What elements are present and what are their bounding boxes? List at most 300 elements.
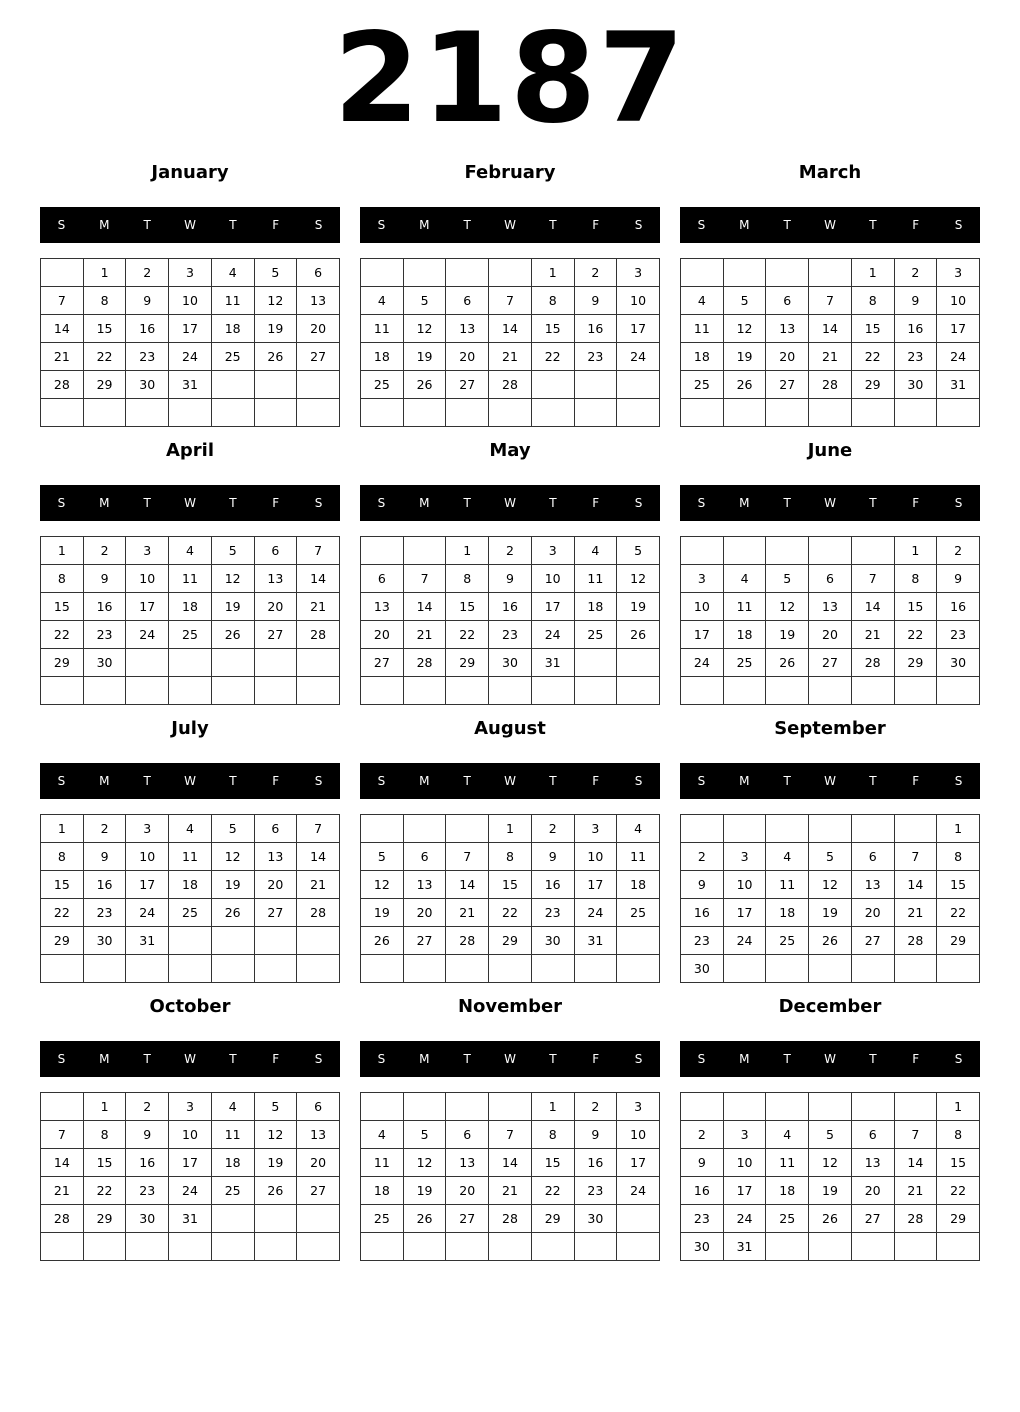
week-row — [41, 371, 340, 399]
day-grid — [40, 258, 340, 427]
day-cell: 27 — [446, 1205, 489, 1233]
day-cell: 30 — [574, 1205, 617, 1233]
empty-cell — [297, 1205, 340, 1233]
weekday-label: S — [57, 218, 66, 232]
month-name: April — [165, 440, 215, 461]
empty-cell — [809, 259, 852, 287]
day-cell: 9 — [126, 287, 169, 315]
weekday-label: W — [824, 774, 836, 788]
empty-cell — [169, 677, 212, 705]
empty-cell — [894, 399, 937, 427]
day-cell: 30 — [126, 1205, 169, 1233]
week-row — [361, 621, 660, 649]
day-cell: 1 — [489, 815, 532, 843]
empty-cell — [254, 927, 297, 955]
day-cell: 22 — [531, 1177, 574, 1205]
day-cell: 14 — [489, 315, 532, 343]
day-cell: 25 — [723, 649, 766, 677]
day-cell: 13 — [297, 1121, 340, 1149]
day-cell: 11 — [766, 871, 809, 899]
day-cell: 13 — [766, 315, 809, 343]
empty-cell — [126, 677, 169, 705]
day-cell: 16 — [83, 593, 126, 621]
day-cell: 5 — [403, 1121, 446, 1149]
day-cell: 1 — [41, 815, 84, 843]
empty-cell — [809, 955, 852, 983]
empty-cell — [617, 371, 660, 399]
weekday-label: T — [229, 218, 237, 232]
day-cell: 12 — [361, 871, 404, 899]
weekday-label: T — [869, 496, 877, 510]
day-cell: 22 — [446, 621, 489, 649]
day-cell: 10 — [531, 565, 574, 593]
day-cell: 27 — [297, 1177, 340, 1205]
weekday-label: W — [184, 218, 196, 232]
day-cell: 4 — [617, 815, 660, 843]
day-cell: 28 — [894, 927, 937, 955]
day-cell: 15 — [83, 1149, 126, 1177]
weekday-header — [680, 485, 980, 521]
day-cell: 5 — [617, 537, 660, 565]
day-cell: 4 — [766, 843, 809, 871]
day-cell: 2 — [126, 259, 169, 287]
empty-cell — [83, 399, 126, 427]
day-cell: 11 — [766, 1149, 809, 1177]
day-cell: 3 — [617, 259, 660, 287]
empty-cell — [446, 1093, 489, 1121]
day-cell: 26 — [211, 899, 254, 927]
year-title: 2187 — [333, 7, 687, 151]
day-cell: 7 — [489, 287, 532, 315]
day-cell: 21 — [489, 1177, 532, 1205]
day-cell: 28 — [297, 621, 340, 649]
weekday-label: M — [739, 774, 750, 788]
day-cell: 30 — [531, 927, 574, 955]
weekday-header — [40, 763, 340, 799]
day-cell: 16 — [489, 593, 532, 621]
day-cell: 17 — [723, 1177, 766, 1205]
week-row — [41, 621, 340, 649]
empty-cell — [169, 399, 212, 427]
day-cell: 14 — [809, 315, 852, 343]
empty-cell — [446, 399, 489, 427]
day-cell: 21 — [41, 343, 84, 371]
empty-cell — [617, 927, 660, 955]
day-cell: 14 — [894, 871, 937, 899]
day-cell: 5 — [766, 565, 809, 593]
weekday-label: W — [504, 1052, 516, 1066]
empty-cell — [297, 955, 340, 983]
empty-cell — [531, 399, 574, 427]
empty-cell — [937, 1233, 980, 1261]
day-grid — [40, 814, 340, 983]
day-cell: 19 — [403, 343, 446, 371]
day-cell: 30 — [83, 649, 126, 677]
day-cell: 19 — [766, 621, 809, 649]
day-cell: 10 — [617, 1121, 660, 1149]
weekday-label: W — [824, 218, 836, 232]
day-cell: 6 — [297, 1093, 340, 1121]
day-cell: 18 — [617, 871, 660, 899]
day-cell: 11 — [723, 593, 766, 621]
day-cell: 21 — [297, 593, 340, 621]
day-cell: 7 — [41, 287, 84, 315]
week-row — [361, 815, 660, 843]
day-cell: 15 — [531, 1149, 574, 1177]
empty-cell — [766, 1233, 809, 1261]
empty-cell — [403, 955, 446, 983]
empty-cell — [681, 1093, 724, 1121]
month-name: December — [778, 996, 882, 1017]
empty-cell — [937, 955, 980, 983]
day-cell: 16 — [894, 315, 937, 343]
day-cell: 21 — [851, 621, 894, 649]
weekday-label: T — [869, 218, 877, 232]
weekday-label: W — [504, 496, 516, 510]
day-cell: 26 — [403, 371, 446, 399]
empty-cell — [446, 677, 489, 705]
empty-cell — [766, 399, 809, 427]
empty-cell — [169, 955, 212, 983]
day-cell: 15 — [83, 315, 126, 343]
empty-cell — [297, 649, 340, 677]
week-row — [681, 371, 980, 399]
day-cell: 9 — [574, 287, 617, 315]
empty-cell — [254, 1233, 297, 1261]
day-cell: 25 — [361, 1205, 404, 1233]
day-cell: 29 — [851, 371, 894, 399]
weekday-label: S — [634, 774, 643, 788]
day-grid — [360, 1092, 660, 1261]
day-cell: 7 — [489, 1121, 532, 1149]
day-cell: 26 — [723, 371, 766, 399]
empty-cell — [809, 815, 852, 843]
day-cell: 21 — [41, 1177, 84, 1205]
day-cell: 3 — [617, 1093, 660, 1121]
day-cell: 23 — [937, 621, 980, 649]
day-cell: 14 — [446, 871, 489, 899]
empty-cell — [531, 955, 574, 983]
day-cell: 22 — [41, 621, 84, 649]
day-cell: 12 — [809, 871, 852, 899]
day-cell: 22 — [531, 343, 574, 371]
day-cell: 31 — [531, 649, 574, 677]
day-cell: 7 — [297, 537, 340, 565]
day-cell: 4 — [211, 1093, 254, 1121]
day-cell: 14 — [41, 315, 84, 343]
day-cell: 22 — [894, 621, 937, 649]
weekday-label: S — [314, 1052, 323, 1066]
day-cell: 7 — [446, 843, 489, 871]
week-row — [361, 1233, 660, 1261]
week-row — [41, 343, 340, 371]
day-cell: 8 — [83, 287, 126, 315]
weekday-label: M — [99, 496, 110, 510]
day-cell: 7 — [297, 815, 340, 843]
day-cell: 14 — [894, 1149, 937, 1177]
empty-cell — [41, 955, 84, 983]
day-cell: 4 — [169, 815, 212, 843]
day-cell: 6 — [361, 565, 404, 593]
week-row — [41, 399, 340, 427]
weekday-label: S — [377, 218, 386, 232]
empty-cell — [617, 955, 660, 983]
day-cell: 23 — [126, 343, 169, 371]
day-cell: 27 — [297, 343, 340, 371]
week-row — [361, 287, 660, 315]
day-cell: 24 — [531, 621, 574, 649]
week-row — [41, 1177, 340, 1205]
day-cell: 24 — [126, 621, 169, 649]
week-row — [681, 1121, 980, 1149]
day-cell: 22 — [937, 1177, 980, 1205]
day-cell: 24 — [126, 899, 169, 927]
day-cell: 29 — [83, 371, 126, 399]
weekday-label: T — [549, 1052, 557, 1066]
day-cell: 10 — [937, 287, 980, 315]
day-cell: 4 — [574, 537, 617, 565]
week-row — [681, 287, 980, 315]
week-row — [361, 259, 660, 287]
week-row — [681, 871, 980, 899]
day-cell: 31 — [574, 927, 617, 955]
day-cell: 7 — [403, 565, 446, 593]
day-cell: 25 — [169, 621, 212, 649]
empty-cell — [403, 259, 446, 287]
empty-cell — [894, 815, 937, 843]
day-cell: 21 — [489, 343, 532, 371]
day-cell: 20 — [297, 315, 340, 343]
empty-cell — [617, 399, 660, 427]
day-cell: 20 — [254, 871, 297, 899]
day-cell: 5 — [211, 537, 254, 565]
day-cell: 8 — [894, 565, 937, 593]
day-cell: 1 — [531, 1093, 574, 1121]
day-cell: 9 — [489, 565, 532, 593]
day-cell: 2 — [489, 537, 532, 565]
week-row — [681, 1177, 980, 1205]
day-cell: 28 — [489, 1205, 532, 1233]
day-cell: 5 — [361, 843, 404, 871]
empty-cell — [83, 677, 126, 705]
empty-cell — [681, 677, 724, 705]
day-cell: 20 — [809, 621, 852, 649]
month-name: June — [807, 440, 853, 461]
week-row — [681, 259, 980, 287]
day-cell: 25 — [361, 371, 404, 399]
day-cell: 10 — [169, 1121, 212, 1149]
day-cell: 3 — [723, 1121, 766, 1149]
day-cell: 9 — [126, 1121, 169, 1149]
day-cell: 9 — [681, 871, 724, 899]
empty-cell — [211, 1233, 254, 1261]
weekday-label: M — [99, 774, 110, 788]
day-cell: 21 — [403, 621, 446, 649]
weekday-label: M — [99, 218, 110, 232]
day-cell: 24 — [169, 343, 212, 371]
day-cell: 31 — [937, 371, 980, 399]
week-row — [361, 565, 660, 593]
day-cell: 25 — [211, 343, 254, 371]
day-cell: 29 — [489, 927, 532, 955]
day-cell: 11 — [617, 843, 660, 871]
day-cell: 28 — [41, 371, 84, 399]
weekday-label: F — [912, 496, 920, 510]
day-cell: 3 — [126, 537, 169, 565]
day-cell: 29 — [41, 649, 84, 677]
empty-cell — [126, 649, 169, 677]
day-cell: 24 — [574, 899, 617, 927]
day-cell: 30 — [83, 927, 126, 955]
weekday-label: S — [634, 218, 643, 232]
week-row — [41, 1149, 340, 1177]
day-cell: 14 — [489, 1149, 532, 1177]
empty-cell — [574, 1233, 617, 1261]
day-cell: 15 — [531, 315, 574, 343]
day-cell: 4 — [211, 259, 254, 287]
weekday-label: M — [419, 496, 430, 510]
day-cell: 10 — [617, 287, 660, 315]
day-cell: 12 — [403, 1149, 446, 1177]
day-cell: 28 — [851, 649, 894, 677]
week-row — [361, 343, 660, 371]
day-cell: 2 — [531, 815, 574, 843]
weekday-label: F — [272, 218, 280, 232]
weekday-label: T — [463, 1052, 471, 1066]
weekday-label: T — [143, 218, 151, 232]
month-name: September — [774, 718, 886, 739]
empty-cell — [723, 815, 766, 843]
day-cell: 1 — [83, 259, 126, 287]
empty-cell — [403, 537, 446, 565]
weekday-label: M — [419, 774, 430, 788]
week-row — [681, 1149, 980, 1177]
day-cell: 24 — [723, 1205, 766, 1233]
week-row — [361, 1121, 660, 1149]
month-name: February — [464, 162, 556, 183]
empty-cell — [297, 399, 340, 427]
day-cell: 22 — [851, 343, 894, 371]
weekday-label: S — [954, 218, 963, 232]
day-cell: 3 — [169, 1093, 212, 1121]
week-row — [361, 371, 660, 399]
day-cell: 30 — [681, 1233, 724, 1261]
day-cell: 8 — [531, 287, 574, 315]
day-cell: 10 — [574, 843, 617, 871]
day-cell: 13 — [297, 287, 340, 315]
week-row — [681, 399, 980, 427]
day-cell: 1 — [41, 537, 84, 565]
empty-cell — [809, 537, 852, 565]
day-cell: 5 — [809, 1121, 852, 1149]
day-cell: 20 — [446, 343, 489, 371]
day-cell: 30 — [894, 371, 937, 399]
day-cell: 10 — [169, 287, 212, 315]
empty-cell — [574, 371, 617, 399]
day-cell: 8 — [531, 1121, 574, 1149]
day-cell: 4 — [681, 287, 724, 315]
day-cell: 2 — [574, 259, 617, 287]
day-cell: 3 — [723, 843, 766, 871]
weekday-label: F — [272, 496, 280, 510]
empty-cell — [617, 677, 660, 705]
empty-cell — [723, 1093, 766, 1121]
week-row — [361, 315, 660, 343]
day-cell: 13 — [361, 593, 404, 621]
day-cell: 19 — [809, 899, 852, 927]
day-cell: 25 — [681, 371, 724, 399]
day-cell: 19 — [211, 593, 254, 621]
weekday-label: T — [869, 774, 877, 788]
empty-cell — [723, 537, 766, 565]
week-row — [681, 955, 980, 983]
day-cell: 2 — [681, 843, 724, 871]
day-cell: 14 — [297, 843, 340, 871]
day-grid — [40, 1092, 340, 1261]
empty-cell — [211, 677, 254, 705]
day-cell: 17 — [723, 899, 766, 927]
day-cell: 17 — [574, 871, 617, 899]
day-cell: 17 — [126, 871, 169, 899]
week-row — [361, 899, 660, 927]
empty-cell — [894, 677, 937, 705]
day-cell: 6 — [809, 565, 852, 593]
weekday-label: S — [377, 496, 386, 510]
empty-cell — [681, 259, 724, 287]
day-cell: 27 — [254, 899, 297, 927]
day-cell: 17 — [126, 593, 169, 621]
month-name: July — [171, 718, 209, 739]
day-cell: 27 — [851, 1205, 894, 1233]
day-cell: 12 — [254, 1121, 297, 1149]
day-cell: 26 — [361, 927, 404, 955]
day-cell: 8 — [937, 843, 980, 871]
day-cell: 6 — [403, 843, 446, 871]
empty-cell — [809, 1093, 852, 1121]
day-cell: 9 — [937, 565, 980, 593]
day-cell: 28 — [809, 371, 852, 399]
day-grid — [680, 1092, 980, 1261]
day-cell: 22 — [489, 899, 532, 927]
weekday-label: S — [57, 774, 66, 788]
empty-cell — [403, 1093, 446, 1121]
weekday-label: S — [697, 496, 706, 510]
week-row — [361, 1149, 660, 1177]
empty-cell — [894, 1093, 937, 1121]
day-cell: 6 — [254, 537, 297, 565]
week-row — [41, 649, 340, 677]
weekday-label: F — [912, 1052, 920, 1066]
day-cell: 13 — [851, 871, 894, 899]
day-cell: 1 — [531, 259, 574, 287]
weekday-label: M — [739, 218, 750, 232]
day-cell: 3 — [681, 565, 724, 593]
day-cell: 5 — [403, 287, 446, 315]
empty-cell — [617, 1205, 660, 1233]
weekday-label: T — [463, 218, 471, 232]
week-row — [41, 1093, 340, 1121]
weekday-header — [680, 763, 980, 799]
weekday-header — [40, 207, 340, 243]
empty-cell — [126, 399, 169, 427]
empty-cell — [681, 537, 724, 565]
empty-cell — [211, 371, 254, 399]
day-cell: 23 — [531, 899, 574, 927]
day-cell: 17 — [169, 315, 212, 343]
day-cell: 3 — [531, 537, 574, 565]
empty-cell — [211, 399, 254, 427]
empty-cell — [211, 927, 254, 955]
